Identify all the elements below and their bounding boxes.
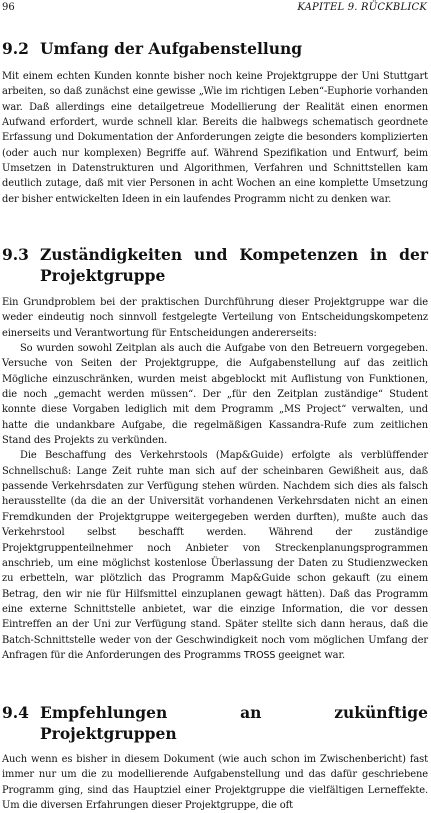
paragraph [2,448,428,663]
page-number: 96 [2,2,15,13]
section-heading [2,702,428,744]
program-name: TROSS [243,649,276,661]
page-header [2,2,427,16]
section-9-4 [2,702,428,813]
section-title: Zuständigkeiten und Kompetenzen in der Projektgruppe [40,245,428,285]
section-number: 9.3 [2,245,29,264]
paragraph-text: geeignet war. [278,649,346,661]
paragraph: Ein Grundproblem bei der praktischen Durchführung dieser Projektgruppe war die weder eindeutig noch sinnvoll festgelegte Verteilung von Entscheidungskompetenz einerseits und Verantwortung für Entscheidungen andererseits: [2,297,428,339]
section-title: Umfang der Aufgabenstellung [40,39,303,58]
section-9-2 [2,38,428,207]
section-heading [2,38,428,59]
running-head: KAPITEL 9. RÜCKBLICK [297,2,427,13]
paragraph-text: Die Beschaffung des Verkehrstools (Map&Guide) erfolgte als verblüffender Schnellschuß: Lange Zeit ruhte man sich auf der scheinbaren Gewißheit aus, daß passende Verkehrsdaten zur Verfügung stehen würden. Nachdem sich dies als falsch herausstellte (da die an der Universität vorhandenen Verkehrsdaten nicht an einen Fremdkunden der Projektgruppe weitergegeben werden durften), mußte auch das Verkehrstool selbst beschafft werden. Während der zuständige Projektgruppenteilnehmer noch Anbieter von Streckenplanungsprogrammen anschrieb, um eine möglichst kostenlose Überlassung der Daten zu Studienzwecken zu erbetteln, war plötzlich das Programm Map&Guide schon gekauft (zu einem Betrag, den wir nie für Hilfsmittel einzuplanen gewagt hätten). Daß das Programm eine externe Schnittstelle anbietet, war die einzige Information, die vor dessen Eintreffen an der Uni zur Verfügung stand. Später stellte sich dann heraus, daß die Batch-Schnittstelle weder von der Geschwindigkeit noch vom möglichen Umfang der Anfragen für die Anforderungen des Programms [2,450,428,661]
paragraph: So wurden sowohl Zeitplan als auch die Aufgabe von den Betreuern vorgegeben. Versuche von Seiten der Projektgruppe, die Aufgabenstellung auf das zeitlich Mögliche einzuschränken, wurden meist abgeblockt mit Auflistung von Funktionen, die noch „gemacht werden müssen“. Der „für den Zeitplan zuständige“ Student konnte diese Vorgaben lediglich mit dem Programm „MS Project“ verwalten, und hatte die undankbare Aufgabe, die regelmäßigen Kassandra-Rufe zum zeitlichen Stand des Projekts zu verkünden. [2,343,428,447]
paragraph: Auch wenn es bisher in diesem Dokument (wie auch schon im Zwischenbericht) fast immer nur um die zu modellierende Aufgabenstellung und das dafür geschriebene Programm ging, sind das Hauptziel einer Projektgruppe die vielfältigen Lerneffekte. Um die diversen Erfahrungen dieser Projektgruppe, die oft [2,754,428,812]
paragraph: Mit einem echten Kunden konnte bisher noch keine Projektgruppe der Uni Stuttgart arbeiten, so daß zunächst eine gewisse „Wie im richtigen Leben“-Euphorie vorhanden war. Daß allerdings eine detailgetreue Modellierung der Realität einen enormen Aufwand erfordert, wurde schnell klar. Bereits die halbwegs schematisch geordnete Erfassung und Dokumentation der Anforderungen zeigte die besonders komplizierten (oder auch nur komplexen) Begriffe auf. Während Spezifikation und Entwurf, beim Umsetzen in Datenstrukturen und Algorithmen, Verfahren und Schnittstellen kam deutlich zutage, daß mit vier Personen in acht Wochen an eine komplette Umsetzung der bisher entwickelten Ideen in ein laufendes Programm nicht zu denken war. [2,71,428,205]
section-number: 9.4 [2,703,29,722]
section-number: 9.2 [2,39,29,58]
section-heading [2,244,428,286]
section-9-3 [2,244,428,663]
section-title: Empfehlungen an zukünftige Projektgruppen [40,703,428,743]
